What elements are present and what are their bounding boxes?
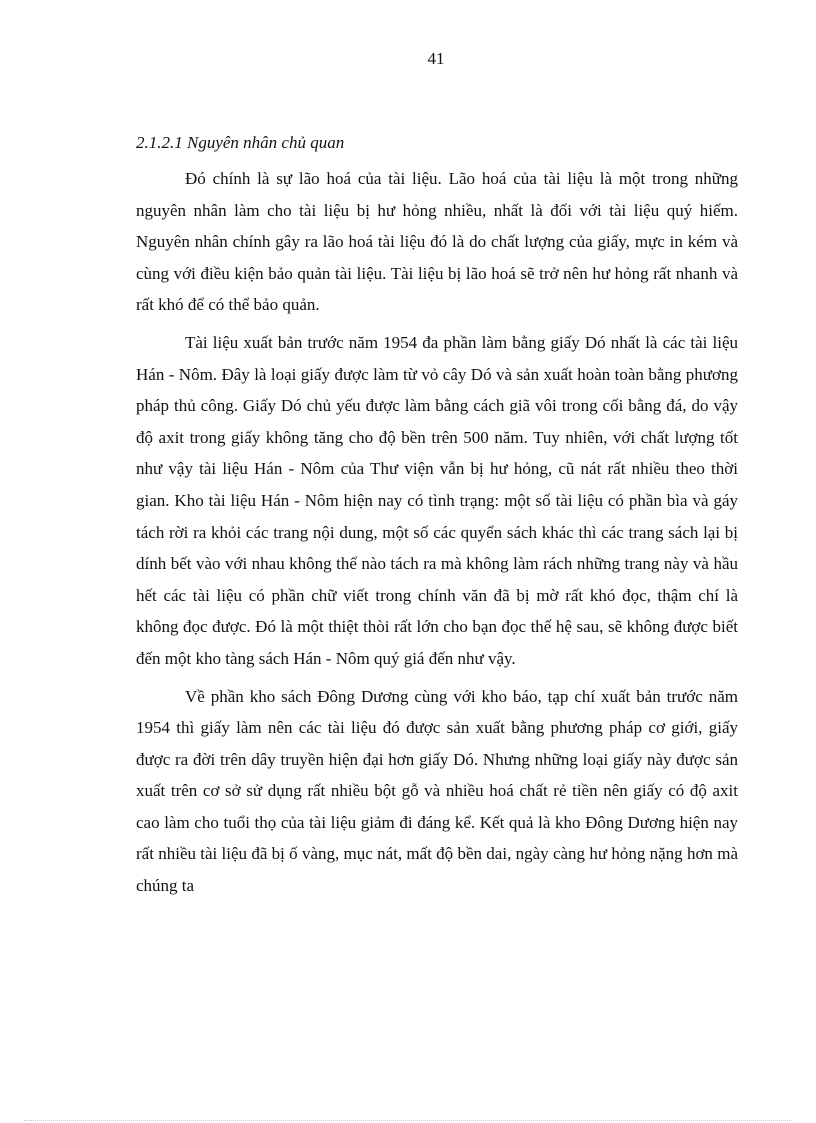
page-number: 41 [427, 49, 445, 68]
page-bottom-divider [24, 1120, 792, 1121]
paragraph-dong-duong-collection: Về phần kho sách Đông Dương cùng với kho báo, tạp chí xuất bản trước năm 1954 thì giấy làm nên các tài liệu đó được sản xuất bằng phương pháp cơ giới, giấy được ra đời trên dây truyền hiện đại hơn giấy Dó. Nhưng những loại giấy này được sản xuất trên cơ sở sử dụng rất nhiều bột gỗ và nhiều hoá chất rẻ tiền nên giấy có độ axit cao làm cho tuổi thọ của tài liệu giảm đi đáng kể. Kết quả là kho Đông Dương hiện nay rất nhiều tài liệu đã bị ố vàng, mục nát, mất độ bền dai, ngày càng hư hỏng nặng hơn mà chúng ta [136, 686, 738, 896]
paragraph-aging-definition: Đó chính là sự lão hoá của tài liệu. Lão hoá của tài liệu là một trong những nguyên nhân làm cho tài liệu bị hư hỏng nhiều, nhất là đối với tài liệu quý hiếm. Nguyên nhân chính gây ra lão hoá tài liệu đó là do chất lượng của giấy, mực in kém và cùng với điều kiện bảo quản tài liệu. Tài liệu bị lão hoá sẽ trở nên hư hỏng rất nhanh và rất khó để có thể bảo quản. [136, 169, 738, 315]
section-heading: 2.1.2.1 Nguyên nhân chủ quan [136, 133, 345, 152]
document-body [136, 131, 738, 908]
paragraph-han-nom-do-paper: Tài liệu xuất bản trước năm 1954 đa phần làm bằng giấy Dó nhất là các tài liệu Hán - Nôm. Đây là loại giấy được làm từ vỏ cây Dó và sản xuất hoàn toàn bằng phương pháp thủ công. Giấy Dó chủ yếu được làm bằng cách giã vôi trong cối bằng đá, do vậy độ axit trong giấy không tăng cho độ bền trên 500 năm. Tuy nhiên, với chất lượng tốt như vậy tài liệu Hán - Nôm của Thư viện vẫn bị hư hỏng, cũ nát rất nhiều theo thời gian. Kho tài liệu Hán - Nôm hiện nay có tình trạng: một số tài liệu có phần bìa và gáy tách rời ra khỏi các trang nội dung, một số các quyển sách khác thì các trang sách lại bị dính bết vào với nhau không thể nào tách ra mà không làm rách những trang này và hầu hết các tài liệu có phần chữ viết trong chính văn đã bị mờ rất khó đọc, thậm chí là không đọc được. Đó là một thiệt thòi rất lớn cho bạn đọc thế hệ sau, sẽ không được biết đến một kho tàng sách Hán - Nôm quý giá đến như vậy. [136, 332, 738, 668]
